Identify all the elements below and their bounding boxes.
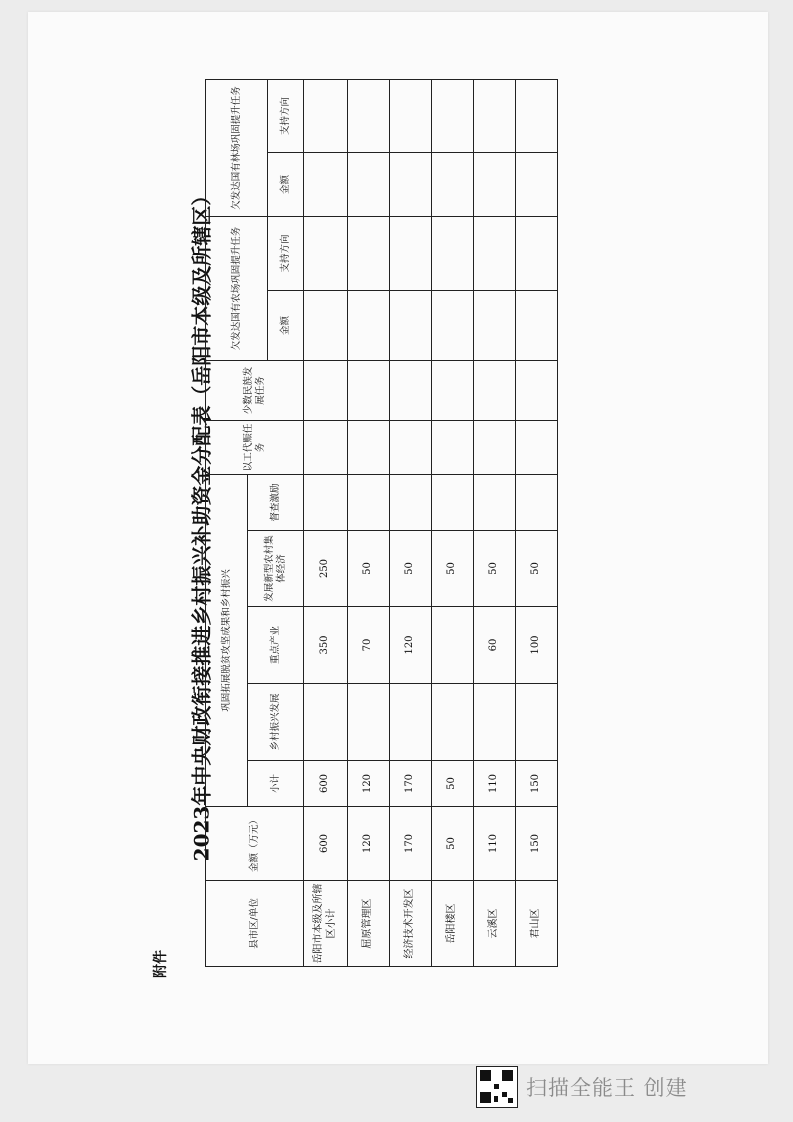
row-forest-amount bbox=[474, 152, 516, 216]
row-farm-amount bbox=[348, 290, 390, 360]
row-rural-revival bbox=[516, 684, 558, 761]
row-amount: 170 bbox=[390, 807, 432, 881]
row-key-industry: 60 bbox=[474, 607, 516, 684]
header-subtotal: 小计 bbox=[248, 761, 304, 807]
header-consolidate-group: 巩固拓展脱贫攻坚成果和乡村振兴 bbox=[206, 474, 248, 806]
row-farm-direction bbox=[516, 216, 558, 290]
row-forest-direction bbox=[474, 79, 516, 152]
row-minority bbox=[348, 360, 390, 420]
row-forest-amount bbox=[432, 152, 474, 216]
row-rural-revival bbox=[390, 684, 432, 761]
row-farm-amount bbox=[474, 290, 516, 360]
header-inspection-reward: 督查激励 bbox=[248, 474, 304, 530]
row-new-collective: 250 bbox=[304, 531, 348, 607]
row-county-name: 屈原管理区 bbox=[348, 881, 390, 967]
scanner-watermark bbox=[476, 1066, 688, 1108]
row-amount: 150 bbox=[516, 807, 558, 881]
row-forest-amount bbox=[348, 152, 390, 216]
row-farm-direction bbox=[348, 216, 390, 290]
row-inspection-reward bbox=[432, 474, 474, 530]
row-farm-amount bbox=[516, 290, 558, 360]
row-rural-revival bbox=[474, 684, 516, 761]
row-work-relief bbox=[304, 420, 348, 474]
row-farm-amount bbox=[432, 290, 474, 360]
header-farm-direction: 支持方向 bbox=[268, 216, 304, 290]
row-forest-direction bbox=[432, 79, 474, 152]
row-forest-direction bbox=[348, 79, 390, 152]
allocation-table-wrapper bbox=[205, 80, 542, 967]
header-rural-revival: 乡村振兴发展 bbox=[248, 684, 304, 761]
row-key-industry bbox=[432, 607, 474, 684]
row-work-relief bbox=[432, 420, 474, 474]
row-minority bbox=[474, 360, 516, 420]
row-inspection-reward bbox=[474, 474, 516, 530]
table-row bbox=[390, 79, 432, 966]
row-inspection-reward bbox=[304, 474, 348, 530]
row-new-collective: 50 bbox=[390, 531, 432, 607]
row-subtotal: 170 bbox=[390, 761, 432, 807]
row-county-name: 经济技术开发区 bbox=[390, 881, 432, 967]
row-work-relief bbox=[474, 420, 516, 474]
scanner-watermark-text: 扫描全能王 创建 bbox=[526, 1076, 688, 1100]
qr-code-icon bbox=[476, 1066, 518, 1108]
row-county-name: 君山区 bbox=[516, 881, 558, 967]
row-farm-amount bbox=[304, 290, 348, 360]
header-forest-amount: 金额 bbox=[268, 152, 304, 216]
row-county-name: 岳阳楼区 bbox=[432, 881, 474, 967]
row-amount: 600 bbox=[304, 807, 348, 881]
header-work-relief: 以工代赈任务 bbox=[206, 420, 304, 474]
row-minority bbox=[432, 360, 474, 420]
row-inspection-reward bbox=[348, 474, 390, 530]
row-forest-direction bbox=[304, 79, 348, 152]
header-farm-group: 欠发达国有农场巩固提升任务 bbox=[206, 216, 268, 360]
header-key-industry: 重点产业 bbox=[248, 607, 304, 684]
row-amount: 120 bbox=[348, 807, 390, 881]
row-new-collective: 50 bbox=[474, 531, 516, 607]
row-subtotal: 150 bbox=[516, 761, 558, 807]
row-rural-revival bbox=[432, 684, 474, 761]
table-row bbox=[348, 79, 390, 966]
row-county-name: 岳阳市本级及所辖区小计 bbox=[304, 881, 348, 967]
header-county: 县市区/单位 bbox=[206, 881, 304, 967]
row-minority bbox=[516, 360, 558, 420]
header-forest-group: 欠发达国有林场巩固提升任务 bbox=[206, 79, 268, 216]
row-minority bbox=[390, 360, 432, 420]
row-forest-amount bbox=[516, 152, 558, 216]
row-farm-direction bbox=[390, 216, 432, 290]
header-amount: 金额（万元） bbox=[206, 807, 304, 881]
row-key-industry: 100 bbox=[516, 607, 558, 684]
header-forest-direction: 支持方向 bbox=[268, 79, 304, 152]
row-farm-direction bbox=[432, 216, 474, 290]
table-row bbox=[304, 79, 348, 966]
row-forest-amount bbox=[304, 152, 348, 216]
row-amount: 50 bbox=[432, 807, 474, 881]
attachment-label: 附件 bbox=[153, 950, 169, 978]
header-minority: 少数民族发展任务 bbox=[206, 360, 304, 420]
row-farm-amount bbox=[390, 290, 432, 360]
allocation-table bbox=[205, 79, 558, 967]
row-forest-direction bbox=[390, 79, 432, 152]
row-key-industry: 120 bbox=[390, 607, 432, 684]
row-new-collective: 50 bbox=[516, 531, 558, 607]
row-key-industry: 70 bbox=[348, 607, 390, 684]
row-forest-amount bbox=[390, 152, 432, 216]
row-subtotal: 50 bbox=[432, 761, 474, 807]
row-new-collective: 50 bbox=[348, 531, 390, 607]
row-forest-direction bbox=[516, 79, 558, 152]
row-rural-revival bbox=[304, 684, 348, 761]
row-minority bbox=[304, 360, 348, 420]
table-row bbox=[474, 79, 516, 966]
row-subtotal: 120 bbox=[348, 761, 390, 807]
row-work-relief bbox=[516, 420, 558, 474]
header-farm-amount: 金额 bbox=[268, 290, 304, 360]
row-inspection-reward bbox=[390, 474, 432, 530]
header-new-collective: 发展新型农村集体经济 bbox=[248, 531, 304, 607]
row-subtotal: 110 bbox=[474, 761, 516, 807]
row-subtotal: 600 bbox=[304, 761, 348, 807]
document-title: 2023年中央财政衔接推进乡村振兴补助资金分配表（岳阳市本级及所辖区） bbox=[189, 185, 214, 862]
row-amount: 110 bbox=[474, 807, 516, 881]
table-row bbox=[516, 79, 558, 966]
row-work-relief bbox=[348, 420, 390, 474]
row-inspection-reward bbox=[516, 474, 558, 530]
row-farm-direction bbox=[474, 216, 516, 290]
row-farm-direction bbox=[304, 216, 348, 290]
row-new-collective: 50 bbox=[432, 531, 474, 607]
row-key-industry: 350 bbox=[304, 607, 348, 684]
row-rural-revival bbox=[348, 684, 390, 761]
table-body bbox=[304, 79, 558, 966]
row-county-name: 云溪区 bbox=[474, 881, 516, 967]
row-work-relief bbox=[390, 420, 432, 474]
table-row bbox=[432, 79, 474, 966]
